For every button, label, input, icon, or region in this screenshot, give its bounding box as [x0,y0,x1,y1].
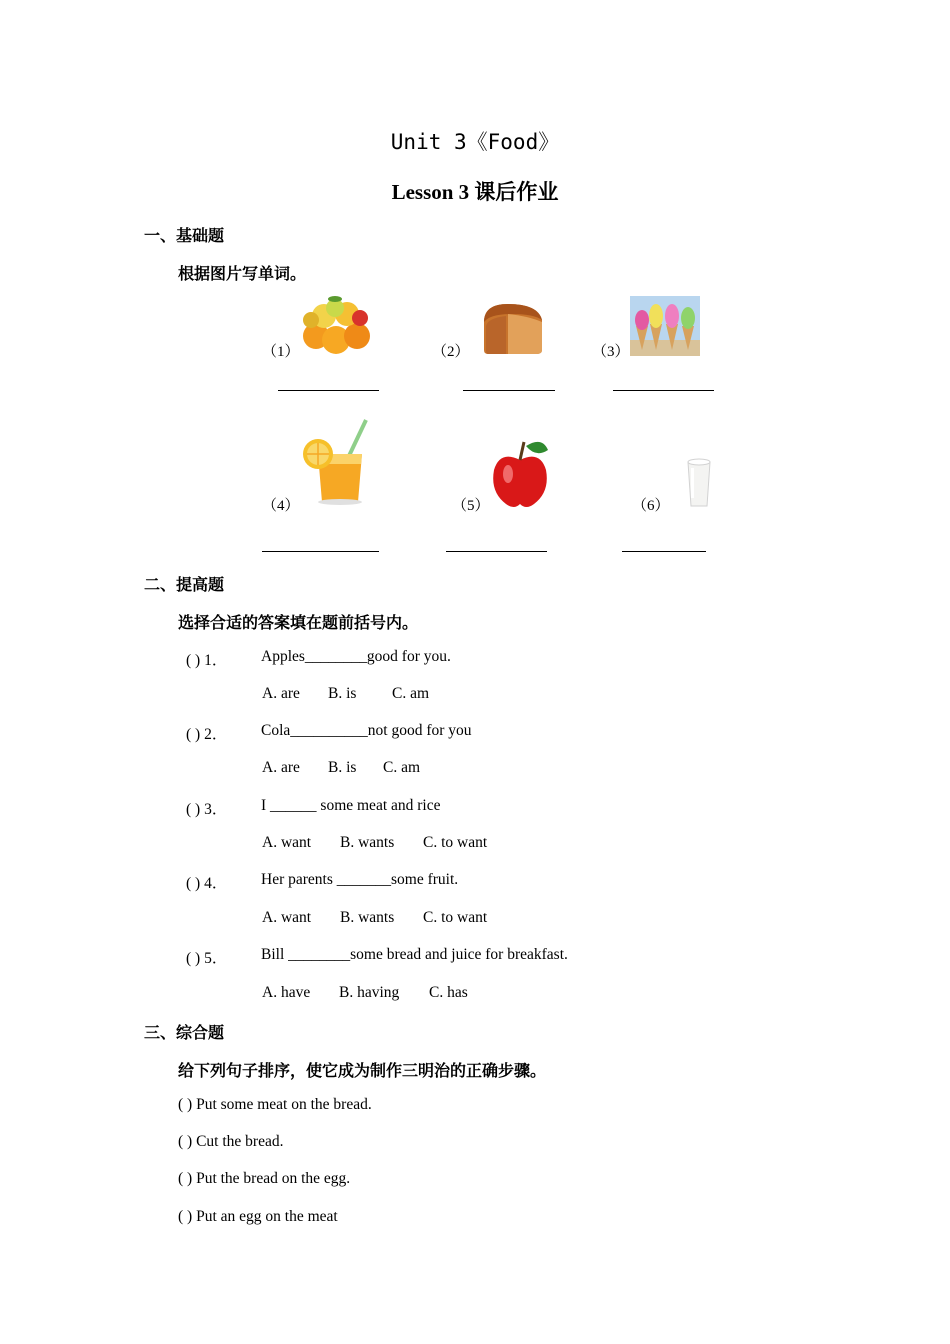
item-label-1: （1） [262,344,300,360]
milk-glass-icon [684,458,714,508]
answer-blank-2[interactable] [463,390,555,391]
option-2a: A. are [262,759,300,776]
item-label-3: （3） [592,344,630,360]
option-2c: C. am [383,759,421,776]
question-paren-4[interactable]: ( ) 4． [186,875,228,892]
step-2[interactable]: ( ) Cut the bread. [178,1133,284,1150]
answer-blank-6[interactable] [622,551,706,552]
question-paren-2[interactable]: ( ) 2． [186,726,228,743]
question-text-5: Bill ________some bread and juice for breakfast. [261,946,568,963]
section1-instruction: 根据图片写单词。 [178,264,307,283]
option-3c: C. to want [423,834,488,851]
option-4b: B. wants [340,909,395,926]
section2-instruction: 选择合适的答案填在题前括号内。 [178,613,419,632]
answer-blank-4[interactable] [262,551,379,552]
item-label-4: （4） [262,498,300,514]
question-text-4: Her parents _______some fruit. [261,871,459,888]
option-5a: A. have [262,984,311,1001]
apple-icon [490,436,550,510]
bread-loaf-icon [478,300,548,356]
option-1b: B. is [328,685,357,702]
question-text-2: Cola__________not good for you [261,722,472,739]
option-1c: C. am [392,685,430,702]
step-1[interactable]: ( ) Put some meat on the bread. [178,1096,372,1113]
answer-blank-3[interactable] [613,390,714,391]
step-3[interactable]: ( ) Put the bread on the egg. [178,1170,351,1187]
option-4c: C. to want [423,909,488,926]
section3-instruction: 给下列句子排序，使它成为制作三明治的正确步骤。 [178,1061,547,1080]
question-paren-1[interactable]: ( ) 1． [186,652,228,669]
question-paren-3[interactable]: ( ) 3． [186,801,228,818]
option-2b: B. is [328,759,357,776]
answer-blank-1[interactable] [278,390,379,391]
ice-cream-icon [630,296,700,356]
option-1a: A. are [262,685,300,702]
option-3a: A. want [262,834,312,851]
unit-title: Unit 3《Food》 [390,130,560,154]
step-4[interactable]: ( ) Put an egg on the meat [178,1208,338,1225]
item-label-6: （6） [632,498,670,514]
section1-heading: 一、基础题 [144,226,225,245]
option-4a: A. want [262,909,312,926]
option-5b: B. having [339,984,400,1001]
section3-heading: 三、综合题 [144,1023,225,1042]
fruit-basket-icon [302,296,372,358]
item-label-5: （5） [452,498,490,514]
option-5c: C. has [429,984,468,1001]
question-text-1: Apples________good for you. [261,648,451,665]
item-label-2: （2） [432,344,470,360]
answer-blank-5[interactable] [446,551,547,552]
section2-heading: 二、提高题 [144,575,225,594]
option-3b: B. wants [340,834,395,851]
question-paren-5[interactable]: ( ) 5． [186,950,228,967]
lesson-title: Lesson 3 课后作业 [391,180,559,204]
orange-juice-icon [300,418,380,506]
question-text-3: I ______ some meat and rice [261,797,441,814]
